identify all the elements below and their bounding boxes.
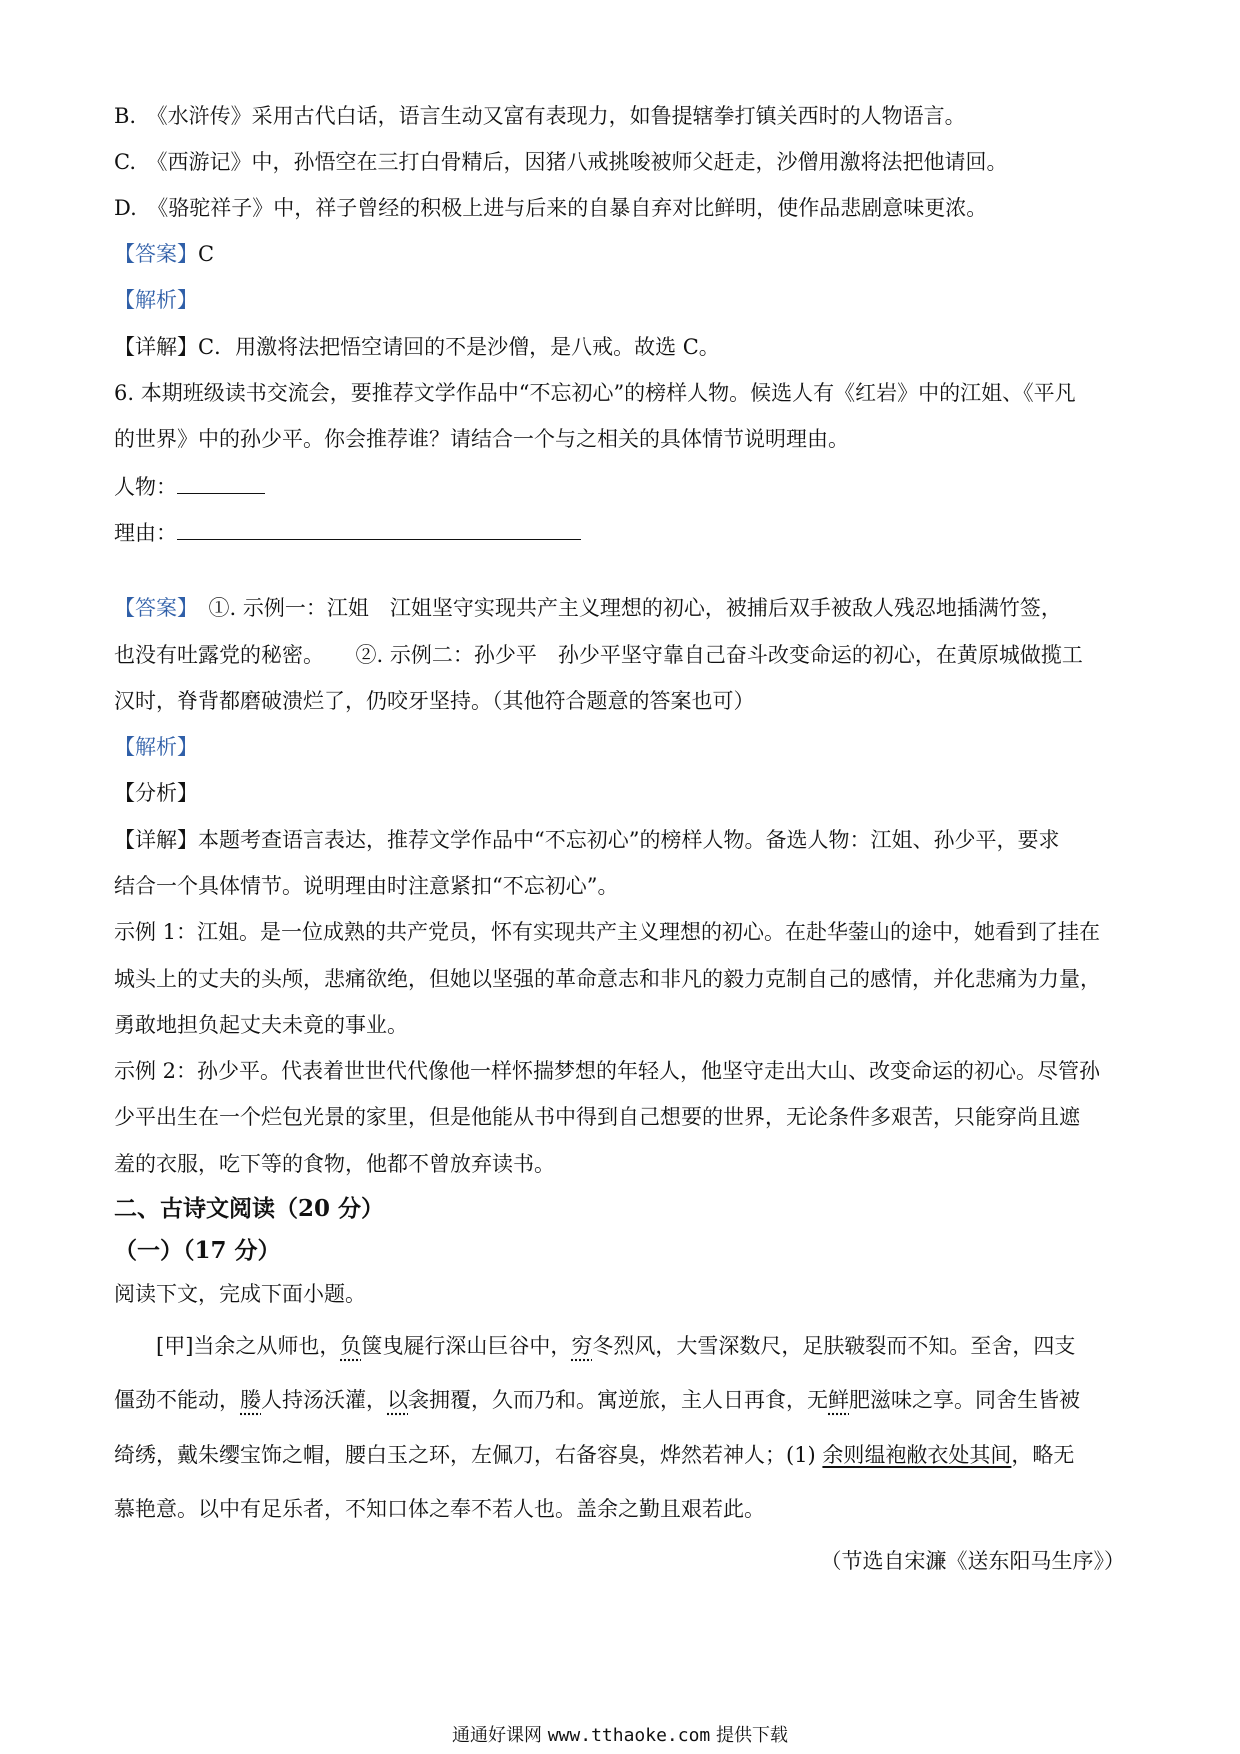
reason-field: [114, 517, 581, 548]
answer-text: C: [198, 242, 215, 266]
detail-5: [114, 332, 720, 362]
analysis-6: [114, 732, 198, 762]
question-6-line-2: 的世界》中的孙少平。你会推荐谁？请结合一个与之相关的具体情节说明理由。: [114, 427, 849, 451]
answer-5: [114, 239, 214, 269]
detail-tag: 【详解】: [114, 335, 198, 359]
passage-line-1: [114, 1331, 1075, 1361]
example-2-line-1: 示例 2：孙少平。代表着世世代代像他一样怀揣梦想的年轻人，他坚守走出大山、改变命运的初心。尽管孙: [114, 1059, 1101, 1083]
option-c: C. 《西游记》中，孙悟空在三打白骨精后，因猪八戒挑唆被师父赶走，沙僧用激将法把他请回。: [114, 150, 1008, 174]
footer-note: 提供下载: [716, 1725, 789, 1746]
example-1-line-3: 勇敢地担负起丈夫未竟的事业。: [114, 1013, 408, 1037]
marked-char: 媵: [240, 1388, 261, 1412]
answer-6-line-1: [114, 593, 1062, 623]
reason-blank[interactable]: [177, 517, 581, 540]
answer-6-line-2: 也没有吐露党的秘密。 ②. 示例二：孙少平 孙少平坚守靠自己奋斗改变命运的初心，在黄原城做揽工: [114, 643, 1083, 667]
footer-brand: 通通好课网: [451, 1725, 542, 1746]
answer-tag: 【答案】: [114, 596, 188, 620]
marked-char: 穷: [571, 1334, 593, 1358]
option-b: B. 《水浒传》采用古代白话，语言生动又富有表现力，如鲁提辖拳打镇关西时的人物语言。: [114, 104, 966, 128]
person-blank[interactable]: [177, 471, 265, 494]
answer-6-line-3: 汉时，脊背都磨破溃烂了，仍咬牙坚持。（其他符合题意的答案也可）: [114, 689, 755, 713]
answer-text: ①. 示例一：江姐 江姐坚守实现共产主义理想的初心，被捕后双手被敌人残忍地插满竹签，: [187, 596, 1062, 620]
analysis-5: [114, 285, 198, 315]
subsection-1-title: （一）（17 分）: [114, 1237, 281, 1264]
footer: [0, 1724, 1240, 1748]
person-field: [114, 471, 265, 502]
analysis-tag: 【解析】: [114, 735, 198, 759]
passage-line-2: [114, 1385, 1080, 1415]
marked-char: 鲜: [828, 1388, 849, 1412]
passage-line-3: [114, 1440, 1074, 1470]
passage-text: 箧曳屣行深山巨谷中，: [361, 1334, 572, 1358]
passage-text: 人持汤沃灌，: [261, 1388, 387, 1412]
analysis-tag: 【解析】: [114, 288, 198, 312]
underlined-sentence: 余则缊袍敝衣处其间: [822, 1443, 1012, 1467]
detail-6-line-2: 结合一个具体情节。说明理由时注意紧扣“不忘初心”。: [114, 874, 619, 898]
passage-text: [甲]当余之从师也，: [114, 1334, 341, 1358]
detail-text: C．用激将法把悟空请回的不是沙僧，是八戒。故选 C。: [198, 335, 720, 359]
detail-text: 本题考查语言表达，推荐文学作品中“不忘初心”的榜样人物。备选人物：江姐、孙少平，要求: [198, 828, 1060, 852]
example-2-line-3: 羞的衣服，吃下等的食物，他都不曾放弃读书。: [114, 1152, 555, 1176]
fenxi-tag: 【分析】: [114, 781, 198, 805]
detail-tag: 【详解】: [114, 828, 198, 852]
passage-source: （节选自宋濂《送东阳马生序》）: [820, 1549, 1125, 1573]
reason-label: 理由：: [114, 521, 177, 545]
person-label: 人物：: [114, 475, 177, 499]
passage-line-4: 慕艳意。以中有足乐者，不知口体之奉不若人也。盖余之勤且艰若此。: [114, 1497, 765, 1521]
example-1-line-1: 示例 1：江姐。是一位成熟的共产党员，怀有实现共产主义理想的初心。在赴华蓥山的途中，她看到了挂在: [114, 920, 1101, 944]
passage-text: 衾拥覆，久而乃和。寓逆旅，主人日再食，无: [408, 1388, 828, 1412]
question-6-line-1: 6. 本期班级读书交流会，要推荐文学作品中“不忘初心”的榜样人物。候选人有《红岩》中的江姐、《平凡: [114, 381, 1076, 405]
footer-site-link[interactable]: www.tthaoke.com: [547, 1725, 711, 1746]
passage-text: 僵劲不能动，: [114, 1388, 240, 1412]
section-2-title: 二、古诗文阅读（20 分）: [114, 1195, 385, 1222]
fenxi-6: [114, 778, 198, 808]
passage-text: ，略无: [1011, 1443, 1075, 1467]
example-2-line-2: 少平出生在一个烂包光景的家里，但是他能从书中得到自己想要的世界，无论条件多艰苦，只能穿尚且遮: [114, 1105, 1080, 1129]
detail-6-line-1: [114, 825, 1059, 855]
answer-tag: 【答案】: [114, 242, 198, 266]
marked-char: 负: [340, 1334, 362, 1358]
instruction: 阅读下文，完成下面小题。: [114, 1282, 366, 1306]
marked-char: 以: [387, 1388, 408, 1412]
example-1-line-2: 城头上的丈夫的头颅，悲痛欲绝，但她以坚强的革命意志和非凡的毅力克制自己的感情，并化悲痛为力量，: [114, 967, 1101, 991]
passage-text: 冬烈风，大雪深数尺，足肤皲裂而不知。至舍，四支: [592, 1334, 1076, 1358]
passage-text: 肥滋味之享。同舍生皆被: [849, 1388, 1080, 1412]
passage-text: 绮绣，戴朱缨宝饰之帽，腰白玉之环，左佩刀，右备容臭，烨然若神人；(1): [114, 1443, 823, 1467]
option-d: D. 《骆驼祥子》中，祥子曾经的积极上进与后来的自暴自弃对比鲜明，使作品悲剧意味更浓。: [114, 196, 988, 220]
